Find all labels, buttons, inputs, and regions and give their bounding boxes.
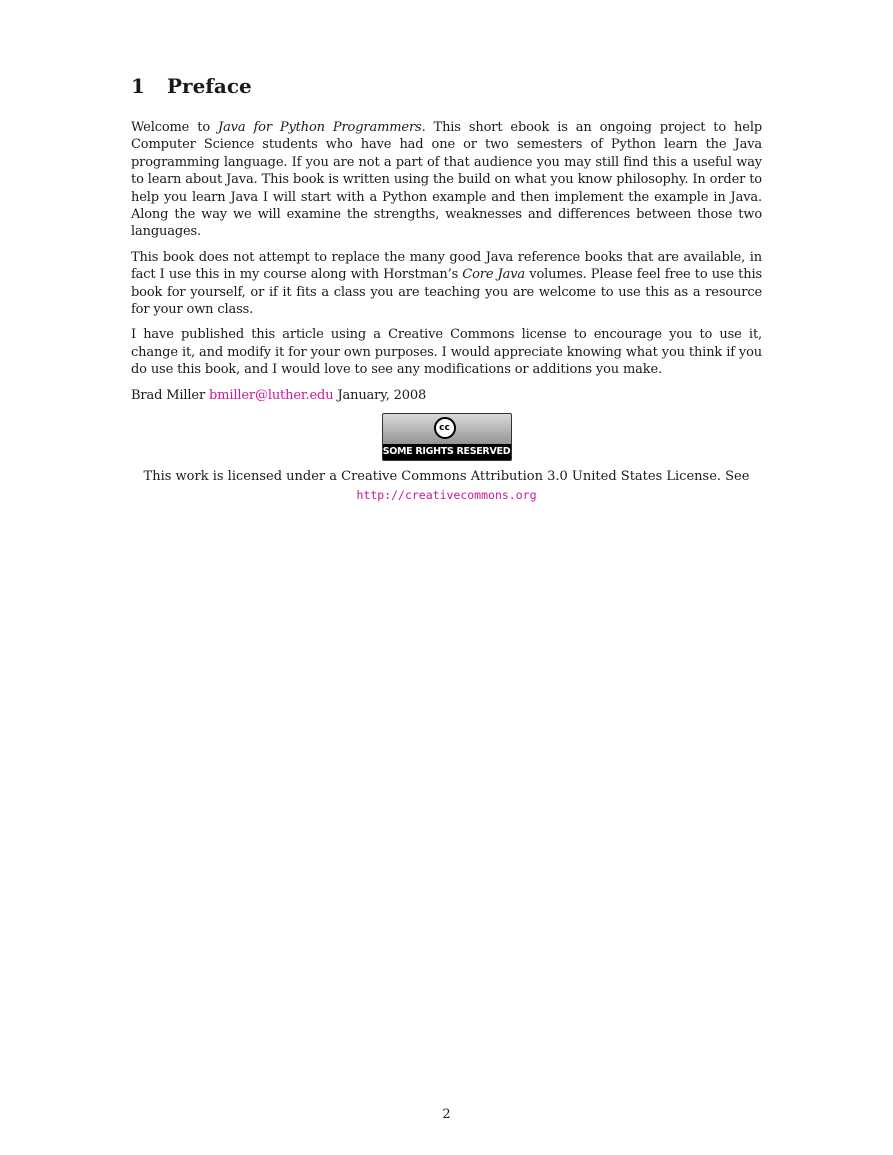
paragraph-text: volumes. Please feel free to use this book for yourself, or if it fits a class you are teaching you are welcome to use this as a resource for your own class.: [131, 267, 763, 318]
paragraph-text: Welcome to: [131, 120, 219, 135]
paragraph-references: [131, 249, 762, 319]
paragraph-license-intent: I have published this article using a Creative Commons license to encourage you to use it, change it, and modify it for your own purposes. I would appreciate knowing what you think if you do use this book, and I would love to see any modifications or additions you make.: [131, 327, 762, 378]
section-heading: [131, 72, 252, 100]
signature-line: [131, 387, 762, 404]
creative-commons-link[interactable]: http://creativecommons.org: [356, 488, 537, 502]
book-title: Java for Python Programmers: [218, 120, 422, 135]
paragraph-welcome: [131, 119, 762, 241]
body-text: [131, 119, 762, 412]
book-title: Core Java: [462, 267, 526, 283]
license-block: [131, 413, 762, 505]
license-text: This work is licensed under a Creative Commons Attribution 3.0 United States License. See: [143, 469, 750, 484]
section-number: 1: [131, 74, 145, 98]
cc-logo-text: cc: [439, 423, 450, 433]
author-name: Brad Miller: [131, 387, 206, 403]
creative-commons-badge[interactable]: [382, 413, 512, 461]
paragraph-text: This book does not attempt to replace the many good Java reference books that are available, in fact I use this in my course along with Horstman’s: [131, 249, 762, 283]
cc-logo-icon: [434, 417, 456, 439]
document-page: [131, 0, 762, 1155]
license-statement: [131, 468, 762, 505]
signature-date: January, 2008: [337, 387, 427, 403]
cc-badge-text: SOME RIGHTS RESERVED: [383, 444, 511, 460]
page-number: 2: [442, 1107, 451, 1122]
section-title: Preface: [167, 74, 252, 98]
paragraph-text: . This short ebook is an ongoing project to help Computer Science students who have had one or two semesters of Python learn the Java programming language. If you are not a part of that audience you may still find this a useful way to learn about Java. This book is written using the build on what you know philosophy. In order to help you learn Java I will start with a Python example and then implement the example in Java. Along the way we will examine the strengths, weaknesses and differences between those two languages.: [131, 120, 763, 240]
author-email-link[interactable]: bmiller@luther.edu: [209, 387, 334, 403]
